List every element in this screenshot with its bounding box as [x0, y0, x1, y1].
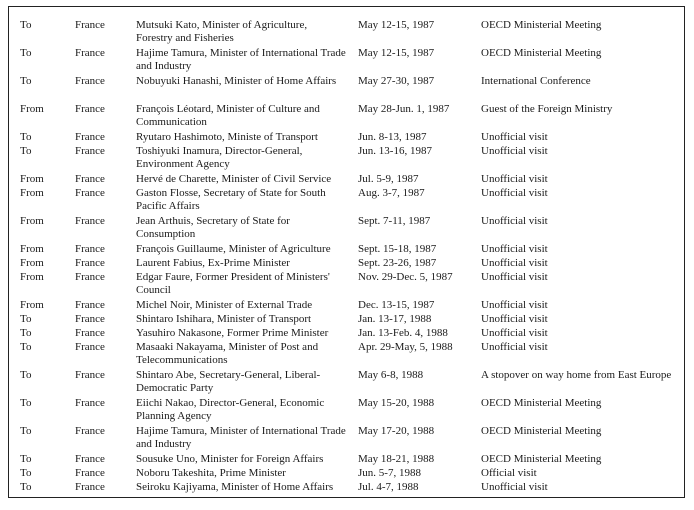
- person-cell: Michel Noir, Minister of External Trade: [136, 299, 313, 311]
- person-cell: Noboru Takeshita, Prime Minister: [136, 467, 286, 479]
- country-cell: France: [75, 19, 105, 31]
- country-cell: France: [75, 467, 105, 479]
- country-cell: France: [75, 481, 105, 493]
- date-cell: May 27-30, 1987: [358, 75, 435, 87]
- purpose-cell: Official visit: [481, 467, 537, 479]
- person-cell: Hervé de Charette, Minister of Civil Service: [136, 173, 332, 185]
- person-cell: Shintaro Ishihara, Minister of Transport: [136, 313, 312, 325]
- person-cell: Jean Arthuis, Secretary of State for Consumption: [136, 215, 290, 240]
- person-cell: Laurent Fabius, Ex-Prime Minister: [136, 257, 290, 269]
- country-cell: France: [75, 145, 105, 157]
- country-cell: France: [75, 327, 105, 339]
- person-cell: Nobuyuki Hanashi, Minister of Home Affairs: [136, 75, 337, 87]
- person-cell: Hajime Tamura, Minister of International Trade and Industry: [136, 47, 346, 72]
- country-cell: France: [75, 215, 105, 227]
- person-cell: Ryutaro Hashimoto, Ministe of Transport: [136, 131, 318, 143]
- purpose-cell: OECD Ministerial Meeting: [481, 453, 602, 465]
- purpose-cell: Unofficial visit: [481, 243, 548, 255]
- direction-cell: To: [20, 369, 32, 381]
- date-cell: Jul. 4-7, 1988: [358, 481, 419, 493]
- direction-cell: To: [20, 341, 32, 353]
- country-cell: France: [75, 313, 105, 325]
- date-cell: May 6-8, 1988: [358, 369, 424, 381]
- purpose-cell: Unofficial visit: [481, 173, 548, 185]
- purpose-cell: Unofficial visit: [481, 341, 548, 353]
- date-cell: Jun. 13-16, 1987: [358, 145, 432, 157]
- date-cell: Aug. 3-7, 1987: [358, 187, 425, 199]
- direction-cell: From: [20, 215, 44, 227]
- direction-cell: From: [20, 173, 44, 185]
- country-cell: France: [75, 271, 105, 283]
- country-cell: France: [75, 75, 105, 87]
- purpose-cell: Unofficial visit: [481, 481, 548, 493]
- direction-cell: From: [20, 299, 44, 311]
- purpose-cell: Unofficial visit: [481, 257, 548, 269]
- direction-cell: From: [20, 103, 44, 115]
- direction-cell: To: [20, 397, 32, 409]
- direction-cell: To: [20, 467, 32, 479]
- country-cell: France: [75, 131, 105, 143]
- purpose-cell: A stopover on way home from East Europe: [481, 369, 672, 381]
- direction-cell: To: [20, 327, 32, 339]
- direction-cell: To: [20, 313, 32, 325]
- person-cell: Shintaro Abe, Secretary-General, Liberal-Democratic Party: [136, 369, 321, 394]
- date-cell: May 12-15, 1987: [358, 47, 435, 59]
- date-cell: Jul. 5-9, 1987: [358, 173, 419, 185]
- person-cell: Eiichi Nakao, Director-General, Economic Planning Agency: [136, 397, 325, 422]
- purpose-cell: Unofficial visit: [481, 145, 548, 157]
- purpose-cell: OECD Ministerial Meeting: [481, 425, 602, 437]
- purpose-cell: Unofficial visit: [481, 215, 548, 227]
- date-cell: Apr. 29-May, 5, 1988: [358, 341, 453, 353]
- date-cell: Jan. 13-17, 1988: [358, 313, 432, 325]
- country-cell: France: [75, 369, 105, 381]
- country-cell: France: [75, 47, 105, 59]
- direction-cell: To: [20, 145, 32, 157]
- person-cell: François Léotard, Minister of Culture and Communication: [136, 103, 320, 128]
- date-cell: Sept. 7-11, 1987: [358, 215, 431, 227]
- date-cell: May 15-20, 1988: [358, 397, 435, 409]
- date-cell: May 12-15, 1987: [358, 19, 435, 31]
- direction-cell: To: [20, 425, 32, 437]
- direction-cell: To: [20, 75, 32, 87]
- direction-cell: To: [20, 453, 32, 465]
- country-cell: France: [75, 341, 105, 353]
- country-cell: France: [75, 257, 105, 269]
- purpose-cell: Guest of the Foreign Ministry: [481, 103, 613, 115]
- purpose-cell: OECD Ministerial Meeting: [481, 47, 602, 59]
- person-cell: Toshiyuki Inamura, Director-General, Environment Agency: [136, 145, 303, 170]
- date-cell: May 28-Jun. 1, 1987: [358, 103, 450, 115]
- purpose-cell: OECD Ministerial Meeting: [481, 397, 602, 409]
- date-cell: Jun. 8-13, 1987: [358, 131, 427, 143]
- direction-cell: To: [20, 19, 32, 31]
- direction-cell: From: [20, 187, 44, 199]
- purpose-cell: Unofficial visit: [481, 131, 548, 143]
- person-cell: Yasuhiro Nakasone, Former Prime Minister: [136, 327, 329, 339]
- direction-cell: To: [20, 47, 32, 59]
- date-cell: Jan. 13-Feb. 4, 1988: [358, 327, 448, 339]
- direction-cell: From: [20, 257, 44, 269]
- person-cell: Hajime Tamura, Minister of International Trade and Industry: [136, 425, 346, 450]
- direction-cell: From: [20, 243, 44, 255]
- person-cell: Edgar Faure, Former President of Ministers' Council: [136, 271, 330, 296]
- person-cell: François Guillaume, Minister of Agriculture: [136, 243, 331, 255]
- country-cell: France: [75, 299, 105, 311]
- purpose-cell: Unofficial visit: [481, 313, 548, 325]
- visits-table: [8, 6, 685, 498]
- country-cell: France: [75, 187, 105, 199]
- person-cell: Sousuke Uno, Minister for Foreign Affairs: [136, 453, 324, 465]
- person-cell: Mutsuki Kato, Minister of Agriculture, Forestry and Fisheries: [136, 19, 308, 44]
- person-cell: Seiroku Kajiyama, Minister of Home Affairs: [136, 481, 334, 493]
- purpose-cell: International Conference: [481, 75, 591, 87]
- purpose-cell: Unofficial visit: [481, 299, 548, 311]
- date-cell: Sept. 15-18, 1987: [358, 243, 437, 255]
- date-cell: Sept. 23-26, 1987: [358, 257, 437, 269]
- date-cell: Jun. 5-7, 1988: [358, 467, 421, 479]
- country-cell: France: [75, 173, 105, 185]
- direction-cell: To: [20, 131, 32, 143]
- direction-cell: To: [20, 481, 32, 493]
- direction-cell: From: [20, 271, 44, 283]
- country-cell: France: [75, 103, 105, 115]
- purpose-cell: OECD Ministerial Meeting: [481, 19, 602, 31]
- country-cell: France: [75, 397, 105, 409]
- person-cell: Masaaki Nakayama, Minister of Post and Telecommunications: [136, 341, 319, 366]
- date-cell: May 17-20, 1988: [358, 425, 435, 437]
- date-cell: Dec. 13-15, 1987: [358, 299, 435, 311]
- purpose-cell: Unofficial visit: [481, 271, 548, 283]
- country-cell: France: [75, 425, 105, 437]
- date-cell: Nov. 29-Dec. 5, 1987: [358, 271, 453, 283]
- date-cell: May 18-21, 1988: [358, 453, 435, 465]
- purpose-cell: Unofficial visit: [481, 187, 548, 199]
- country-cell: France: [75, 453, 105, 465]
- purpose-cell: Unofficial visit: [481, 327, 548, 339]
- person-cell: Gaston Flosse, Secretary of State for South Pacific Affairs: [136, 187, 326, 212]
- country-cell: France: [75, 243, 105, 255]
